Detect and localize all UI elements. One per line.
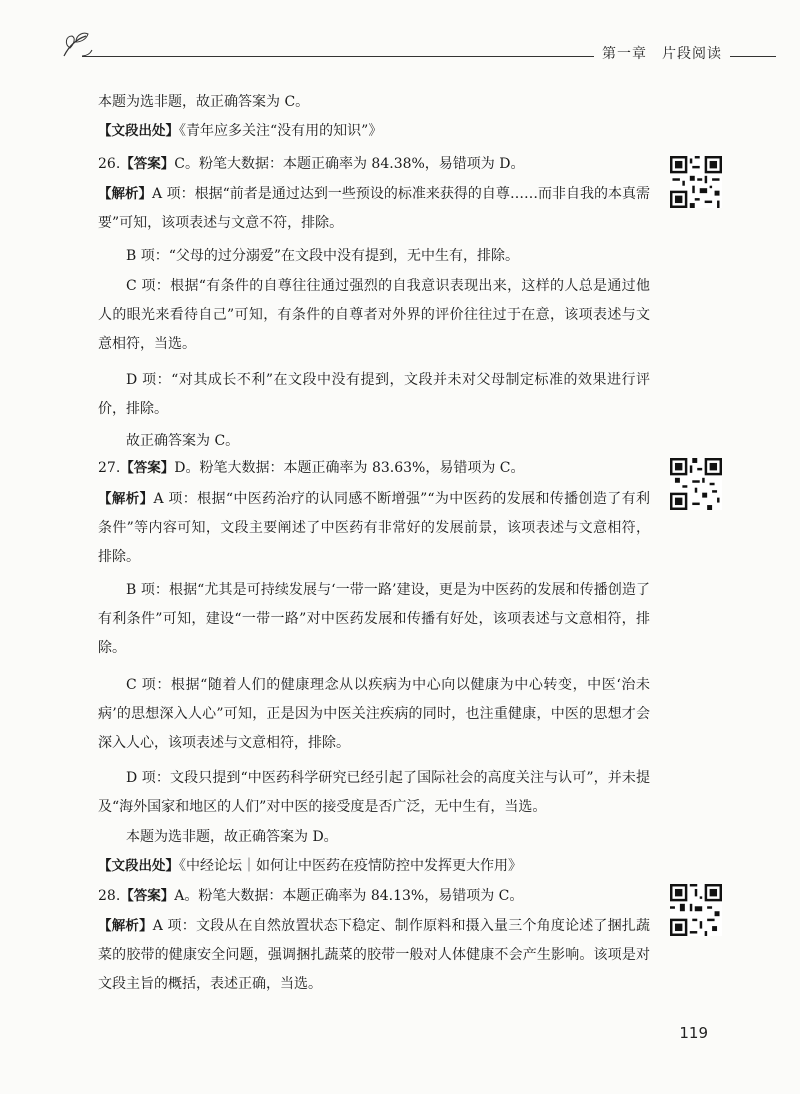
paragraph [98, 272, 650, 359]
page-number: 119 [679, 1024, 708, 1042]
question-number: 28. [98, 888, 121, 904]
answer-label: 【答案】 [120, 888, 175, 904]
paragraph-text: 故正确答案为 C。 [126, 433, 240, 449]
qr-code-icon [670, 458, 722, 510]
paragraph [98, 823, 650, 852]
answer-text: C。粉笔大数据：本题正确率为 84.38%，易错项为 D。 [174, 156, 525, 172]
paragraph-text: C 项：根据“有条件的自尊往往通过强烈的自我意识表现出来，这样的人总是通过他人的眼光来看待自己”可知，有条件的自尊者对外界的评价往往过于在意，该项表述与文意相符，当选。 [98, 278, 650, 352]
analysis-label: 【解析】 [98, 491, 154, 507]
paragraph-text: B 项：“父母的过分溺爱”在文段中没有提到，无中生有，排除。 [126, 248, 520, 264]
paragraph-text: 本题为选非题，故正确答案为 C。 [98, 94, 310, 110]
paragraph-text: 本题为选非题，故正确答案为 D。 [126, 829, 338, 845]
answer-text: A。粉笔大数据：本题正确率为 84.13%，易错项为 C。 [174, 888, 524, 904]
chapter-title: 第一章 片段阅读 [594, 43, 730, 63]
analysis-text: A 项：根据“前者是通过达到一些预设的标准来获得的自尊……而非自我的本真需要”可知，该项表述与文意不符，排除。 [98, 186, 650, 231]
answer-paragraph [98, 454, 650, 483]
answer-paragraph [98, 150, 650, 179]
paragraph-text: D 项：“对其成长不利”在文段中没有提到，文段并未对父母制定标准的效果进行评价，排除。 [98, 372, 650, 417]
analysis-label: 【解析】 [98, 918, 153, 934]
analysis-text: A 项：文段从在自然放置状态下稳定、制作原料和摄入量三个角度论述了捆扎蔬菜的胶带的健康安全问题，强调捆扎蔬菜的胶带一般对人体健康不会产生影响。该项是对文段主旨的概括，表述正确，当选。 [98, 918, 651, 992]
analysis-paragraph [98, 485, 650, 572]
source-paragraph [98, 852, 650, 881]
source-paragraph [98, 117, 650, 146]
paragraph [98, 671, 650, 758]
answer-paragraph [98, 882, 650, 911]
qr-code-icon [670, 156, 722, 208]
answer-label: 【答案】 [120, 156, 175, 172]
paragraph [98, 242, 650, 271]
analysis-paragraph [98, 912, 650, 999]
analysis-label: 【解析】 [98, 186, 153, 202]
source-label: 【文段出处】 [98, 858, 179, 874]
paragraph [98, 366, 650, 424]
paragraph-text: D 项：文段只提到“中医药科学研究已经引起了国际社会的高度关注与认可”，并未提及“海外国家和地区的人们”对中医的接受度是否广泛，无中生有，当选。 [98, 770, 650, 815]
paragraph [98, 576, 650, 663]
answer-label: 【答案】 [120, 460, 175, 476]
analysis-text: A 项：根据“中医药治疗的认同感不断增强”“为中医药的发展和传播创造了有利条件”等内容可知，文段主要阐述了中医药有非常好的发展前景，该项表述与文意相符，排除。 [98, 491, 651, 565]
qr-code-icon [670, 884, 722, 936]
paragraph [98, 88, 650, 117]
source-title: 《中经论坛｜如何让中医药在疫情防控中发挥更大作用》 [179, 858, 522, 874]
paragraph-text: C 项：根据“随着人们的健康理念从以疾病为中心向以健康为中心转变，中医‘治未病’的思想深入人心”可知，正是因为中医关注疾病的同时，也注重健康，中医的思想才会深入人心，该项表述与文意相符，排除。 [98, 677, 650, 751]
paragraph-text: B 项：根据“尤其是可持续发展与‘一带一路’建设，更是为中医药的发展和传播创造了有利条件”可知，建设“一带一路”对中医药发展和传播有好处，该项表述与文意相符，排除。 [98, 582, 650, 656]
answer-text: D。粉笔大数据：本题正确率为 83.63%，易错项为 C。 [174, 460, 525, 476]
source-title: 《青年应多关注“没有用的知识”》 [179, 123, 383, 139]
question-number: 26. [98, 156, 121, 172]
paragraph [98, 764, 650, 822]
source-label: 【文段出处】 [98, 123, 179, 139]
analysis-paragraph [98, 180, 650, 238]
question-number: 27. [98, 460, 121, 476]
paragraph [98, 427, 650, 456]
